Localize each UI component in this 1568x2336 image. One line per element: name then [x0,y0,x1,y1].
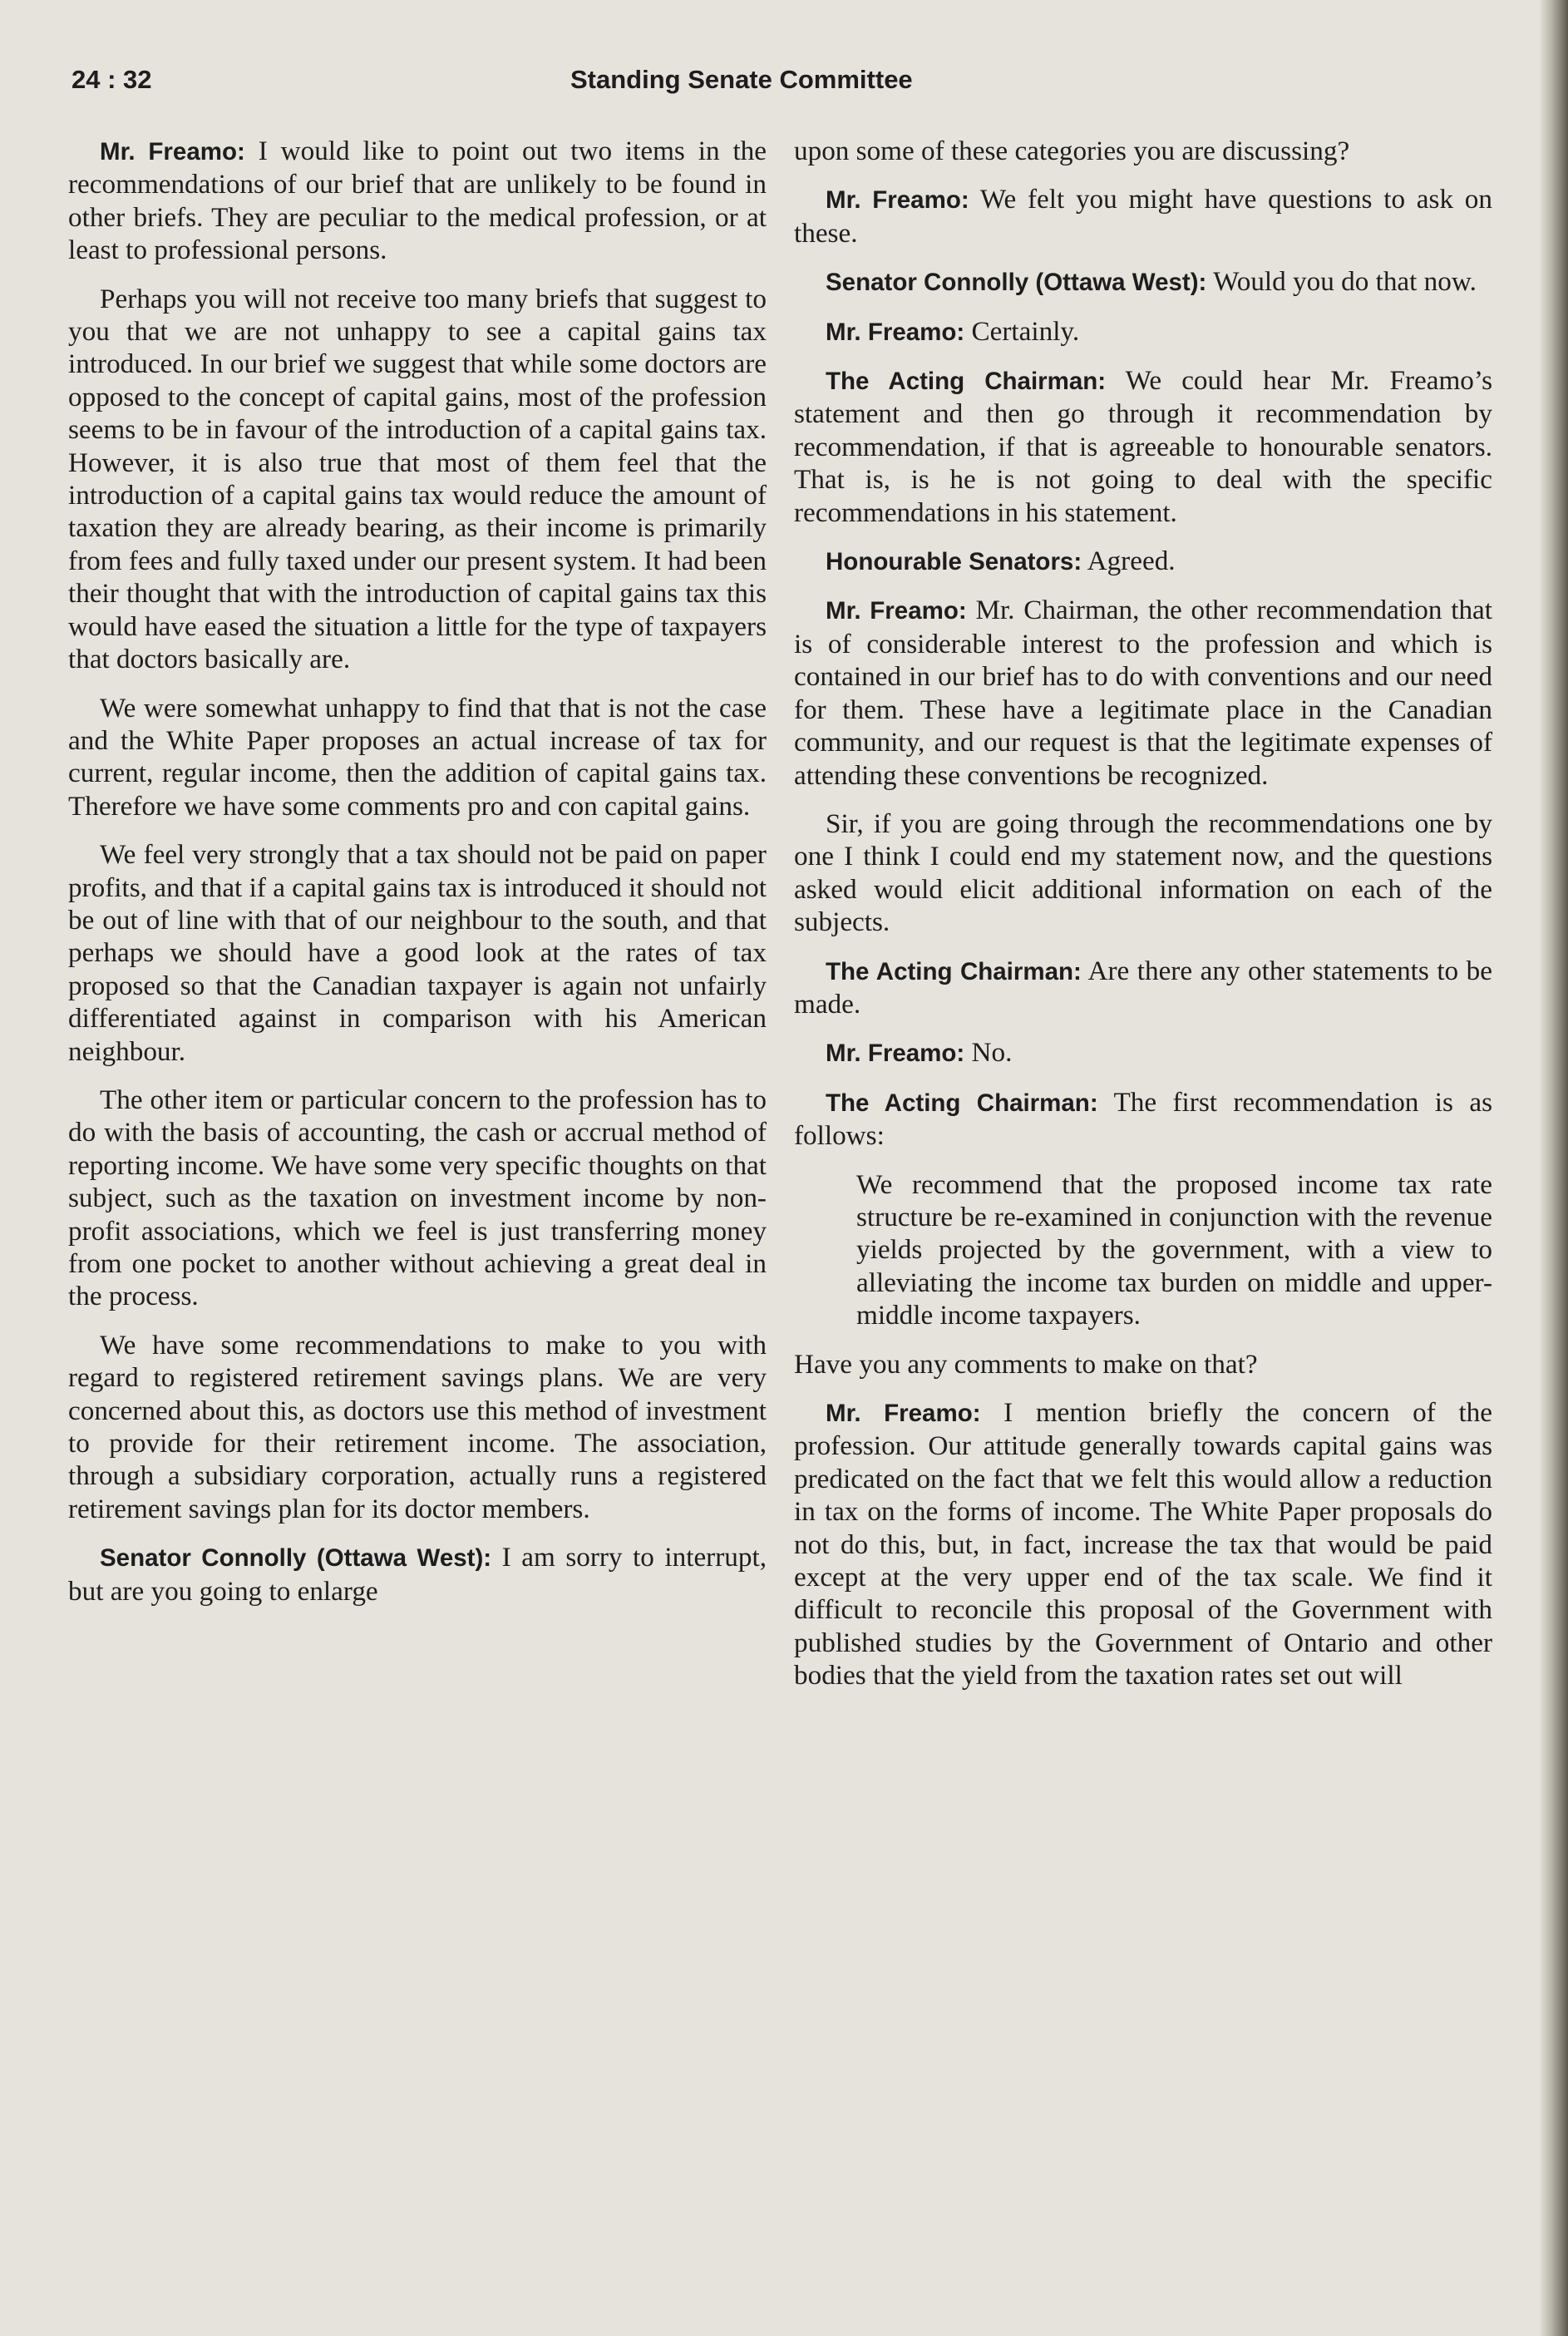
paragraph [794,1348,1492,1380]
speaker-name: Mr. Freamo: [100,138,245,165]
paragraph-text: We recommend that the proposed income tax rate structure be re-examined in conjunction with the revenue yields projected by the government, with a view to alleviating the income tax burden on middle and upper-middle income taxpayers. [856,1168,1492,1331]
paragraph-text: Would you do that now. [1206,266,1477,298]
paragraph-text: The first recommendation is as follows: [794,1086,1493,1152]
page-header [71,65,1501,106]
paragraph [68,838,767,1068]
paragraph [68,283,767,676]
speaker-name: Mr. Freamo: [826,186,969,215]
paragraph-text: I would like to point out two items in the recommendations of our brief that are unlikely to be found in other briefs. They are peculiar to the medical profession, or at least to professional persons. [68,136,767,266]
right-column [794,135,1492,1708]
page-binding-shadow [1540,0,1568,2336]
paragraph [794,315,1492,348]
paragraph [68,1541,767,1608]
speaker-name: Senator Connolly (Ottawa West): [100,1544,492,1573]
speaker-name: Senator Connolly (Ottawa West): [826,269,1207,297]
speaker-name: Honourable Senators: [826,548,1082,576]
paragraph-text: I am sorry to interrupt, but are you going to enlarge [68,1542,767,1607]
paragraph [68,692,767,823]
paragraph [794,1396,1492,1692]
quoted-recommendation [856,1168,1492,1332]
paragraph [68,1329,767,1525]
paragraph [794,265,1492,299]
page-number: 24 : 32 [71,65,152,94]
paragraph-text: We could hear Mr. Freamo’s statement and then go through it recommendation by recommendation, if that is agreeable to honourable senators. That is, is he is not going to deal with the specific recommendations in his statement. [794,365,1493,528]
paragraph [794,183,1492,249]
speaker-name: The Acting Chairman: [826,957,1082,985]
paragraph-text: We were somewhat unhappy to find that that is not the case and the White Paper proposes an actual increase of tax for current, regular income, then the addition of capital gains tax. Therefore we have some comments pro and con capital gains. [68,692,767,822]
paragraph-text: Are there any other statements to be made. [794,955,1492,1020]
paragraph [794,807,1492,939]
speaker-name: The Acting Chairman: [826,1089,1098,1117]
paragraph-text: No. [964,1037,1013,1069]
paragraph [794,545,1492,578]
paragraph [794,1086,1492,1153]
speaker-name: Mr. Freamo: [826,1400,981,1427]
paragraph-text: We feel very strongly that a tax should not be paid on paper profits, and that if a capital gains tax is introduced it should not be out of line with that of our neighbour to the south, and that perhaps we should have a good look at the rates of tax proposed so that the Canadian taxpayer is again not unfairly differentiated against in comparison with his American neighbour. [68,839,767,1067]
running-title: Standing Senate Committee [570,65,913,94]
speaker-name: The Acting Chairman: [826,368,1107,396]
paragraph [794,1036,1492,1069]
paragraph-text: Certainly. [964,315,1080,347]
paragraph-text: Agreed. [1082,546,1176,577]
paragraph [68,1084,767,1313]
speaker-name: Mr. Freamo: [826,1040,965,1068]
paragraph-text: Perhaps you will not receive too many briefs that suggest to you that we are not unhappy to see a capital gains tax introduced. In our brief we suggest that while some doctors are opposed to the concept of capital gains, most of the profession seems to be in favour of the introduction of a capital gains tax. However, it is also true that most of them feel that the introduction of a capital gains tax would reduce the amount of taxation they are already bearing, as their income is primarily from fees and fully taxed under our present system. It had been their thought that with the introduction of capital gains tax this would have eased the situation a little for the type of taxpayers that doctors basically are. [68,283,767,675]
paragraph-text: Sir, if you are going through the recommendations one by one I think I could end my statement now, and the questions asked would elicit additional information on each of the subjects. [794,807,1492,938]
paragraph [68,135,767,267]
paragraph-text: We have some recommendations to make to you with regard to registered retirement savings plans. We are very concerned about this, as doctors use this method of investment to provide for their retirement income. The association, through a subsidiary corporation, actually runs a registered retirement savings plan for its doctor members. [68,1329,767,1524]
paragraph-text: Mr. Chairman, the other recommendation that is of considerable interest to the profession and which is contained in our brief has to do with conventions and our need for them. These have a legitimate place in the Canadian community, and our request is that the legitimate expenses of attending these conventions be recognized. [794,595,1492,791]
paragraph-text: The other item or particular concern to the profession has to do with the basis of accounting, the cash or accrual method of reporting income. We have some very specific thoughts on that subject, such as the taxation on investment income by non-profit associations, which we feel is just transferring money from one pocket to another without achieving a great deal in the process. [68,1084,767,1312]
paragraph [794,594,1492,791]
speaker-name: Mr. Freamo: [826,597,967,625]
paragraph [794,955,1492,1021]
speaker-name: Mr. Freamo: [826,318,965,346]
paragraph-text: Have you any comments to make on that? [794,1348,1258,1380]
paragraph-text: We felt you might have questions to ask on these. [794,184,1492,249]
paragraph-text: I mention briefly the concern of the profession. Our attitude generally towards capital gains was predicated on the fact that we felt this would allow a reduction in tax on the forms of income. The White Paper proposals do not do this, but, in fact, increase the tax that would be paid except at the very upper end of the tax scale. We find it difficult to reconcile this proposal of the Government with published studies by the Government of Ontario and other bodies that the yield from the taxation rates set out will [794,1397,1492,1692]
paragraph [794,364,1492,529]
left-column [68,135,767,1623]
paragraph-text: upon some of these categories you are discussing? [794,136,1350,166]
paragraph [794,135,1492,167]
